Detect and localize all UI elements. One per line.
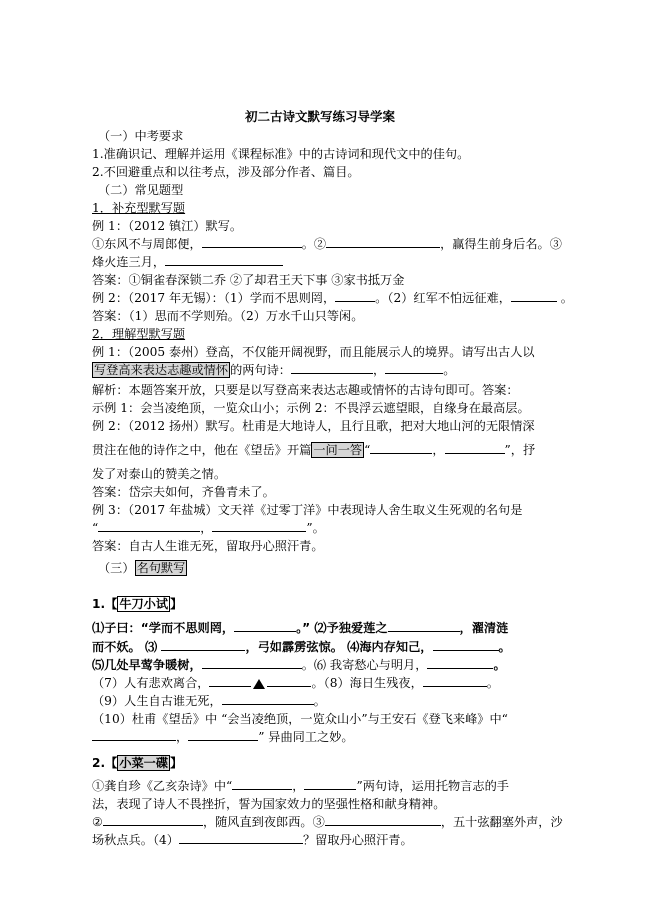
answer-blank	[433, 638, 499, 651]
answer-blank	[445, 441, 505, 454]
example-3-line: 例 1：（2005 泰州）登高，不仅能开阔视野，而且能展示人的境界。请写出古人以	[92, 345, 535, 359]
example-1-line-2: 烽火连三月，	[92, 253, 283, 271]
example-4-line-3: 发了对泰山的赞美之情。	[92, 467, 227, 481]
answer-blank	[202, 656, 302, 669]
practice-1-q6: （10）杜甫《望岳》中 “会当凌绝顶，一览众山小”与王安石《登飞来峰》中“	[92, 712, 508, 726]
triangle-marker	[253, 679, 265, 689]
type-2-heading: 2．理解型默写题	[92, 327, 186, 341]
answer-blank	[388, 619, 460, 632]
requirement-2: 2.不回避重点和以往考点，涉及部分作者、篇目。	[92, 165, 360, 179]
analysis-example: 示例 1：会当凌绝顶，一览众山小；示例 2：不畏浮云遮望眼，自缘身在最高层。	[92, 401, 530, 415]
answer-blank	[212, 519, 306, 532]
example-2-line: 例 2：（2017 年无锡）：（1）学而不思则罔， 。（2）红军不怕远征难， 。	[92, 291, 573, 305]
practice-2-r4: 场秋点兵。（4） ？留取丹心照汗青。	[92, 833, 413, 847]
requirement-1: 1.准确识记、理解并运用《课程标准》中的古诗词和现代文中的佳句。	[92, 147, 470, 161]
practice-2-r2: 法，表现了诗人不畏挫折，誓为国家效力的坚强性格和献身精神。	[92, 797, 446, 811]
answer-blank	[335, 289, 375, 302]
answer-blank	[267, 674, 311, 687]
section-heading-quotes: （三） 名句默写	[98, 561, 186, 575]
practice-1-q4: （7）人有悲欢离合， 。（8）海日生残夜， 。	[92, 676, 499, 690]
answer-blank	[325, 813, 441, 826]
analysis-line: 解析：本题答案开放，只要是以写登高来表达志趣或情怀的古诗句即可。答案：	[92, 383, 519, 397]
answer-blank	[232, 777, 292, 790]
section-heading-types: （二）常见题型	[98, 183, 184, 197]
highlight-box: 一问一答	[313, 443, 363, 457]
practice-2-r1: ①龚自珍《乙亥杂诗》中“ ， ”两句诗，运用托物言志的手	[92, 779, 509, 793]
example-5-line-2: “ ， ”。	[92, 521, 325, 535]
example-4-answer: 答案：岱宗夫如何，齐鲁青未了。	[92, 485, 275, 499]
highlight-box: 小菜一碟	[119, 756, 169, 770]
answer-blank	[165, 253, 283, 266]
highlight-box: 名句默写	[136, 561, 186, 575]
answer-blank	[427, 656, 493, 669]
practice-1-q3: ⑸几处早莺争暖树， 。⑹ 我寄愁心与明月， 。	[92, 658, 506, 672]
example-4-line-2: 贯注在他的诗作之中，他在《望岳》开篇 一问一答 “ ， ”，抒	[92, 443, 536, 457]
answer-blank	[188, 728, 258, 741]
example-1-title: 例 1：（2012 镇江）默写。	[92, 219, 243, 233]
example-2-answer: 答案：（1）思而不学则殆。（2）万水千山只等闲。	[92, 309, 364, 323]
answer-blank	[385, 361, 443, 374]
answer-blank	[222, 692, 314, 705]
answer-blank	[304, 777, 356, 790]
practice-2-r3: ② ，随风直到夜郎西。③ ，五十弦翻塞外声，沙	[92, 815, 563, 829]
answer-blank	[98, 519, 200, 532]
practice-1-q7: ， ” 异曲同工之妙。	[92, 728, 354, 746]
answer-blank	[92, 728, 176, 741]
example-4-line: 例 2：（2012 扬州）默写。杜甫是大地诗人，且行且歌，把对大地山河的无限情深	[92, 419, 535, 433]
answer-blank	[326, 235, 440, 248]
example-1-line: ①东风不与周郎便， 。② ，赢得生前身后名。③	[92, 237, 562, 251]
highlight-box: 牛刀小试	[119, 597, 169, 611]
page-title: 初二古诗文默写练习导学案	[245, 109, 396, 124]
answer-blank	[291, 361, 373, 374]
practice-1-q1: ⑴子曰：“学而不思则罔， 。” ⑵予独爱莲之 ，濯清涟	[92, 621, 509, 635]
highlight-box: 写登高来表达志趣或情怀	[94, 363, 229, 377]
answer-blank	[179, 831, 303, 844]
practice-1-q5: （9）人生自古谁无死， 。	[92, 694, 326, 708]
practice-1-heading: 1.【 牛刀小试 】	[92, 597, 183, 611]
example-3-line-2: 写登高来表达志趣或情怀 的两句诗： ， 。	[94, 363, 456, 377]
type-1-heading: 1．补充型默写题	[92, 201, 186, 215]
example-1-answer: 答案：①铜雀春深锁二乔 ②了却君王天下事 ③家书抵万金	[92, 273, 405, 287]
example-5-line: 例 3：（2017 年盐城）文天祥《过零丁洋》中表现诗人舍生取义生死观的名句是	[92, 503, 523, 517]
answer-blank	[161, 638, 245, 651]
practice-1-q2: 而不妖。 ⑶ ，弓如霹雳弦惊。 ⑷海内存知己， 。	[92, 640, 511, 654]
practice-2-heading: 2.【 小菜一碟 】	[92, 756, 183, 770]
answer-blank	[209, 674, 251, 687]
section-heading-requirements: （一）中考要求	[98, 129, 184, 143]
example-5-answer: 答案：自古人生谁无死，留取丹心照汗青。	[92, 539, 324, 553]
answer-blank	[423, 674, 487, 687]
answer-blank	[370, 441, 432, 454]
answer-blank	[511, 289, 557, 302]
answer-blank	[234, 619, 296, 632]
answer-blank	[103, 813, 203, 826]
answer-blank	[202, 235, 302, 248]
